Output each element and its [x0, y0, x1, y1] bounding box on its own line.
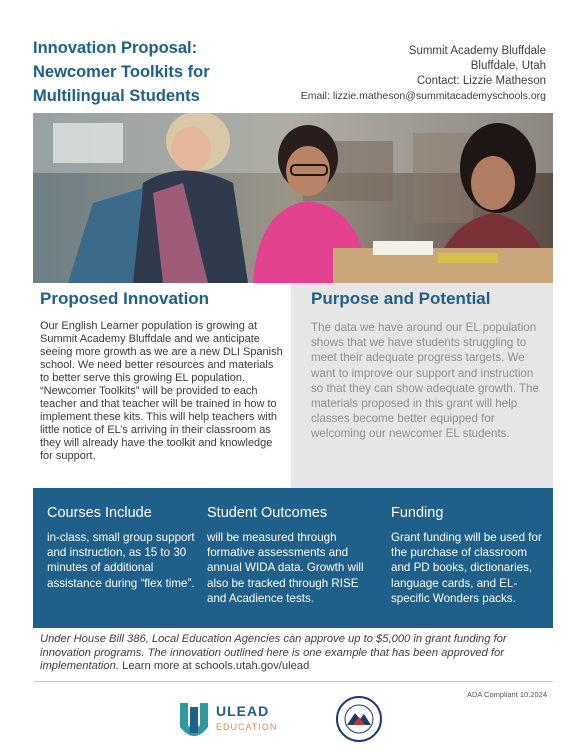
contact-block [301, 44, 546, 104]
summit-academy-seal-icon [335, 695, 383, 743]
footer-divider [33, 681, 553, 682]
proposed-innovation-section [33, 283, 291, 488]
ada-compliance-label: ADA Compliant 10.2024 [466, 690, 547, 699]
contact-email: Email: lizzie.matheson@summitacademyschools.org [300, 90, 546, 102]
learn-more-link[interactable]: Learn more at schools.utah.gov/ulead [122, 660, 310, 672]
purpose-potential-heading: Purpose and Potential [311, 289, 491, 308]
student-outcomes-block [207, 504, 377, 606]
house-bill-note: Under House Bill 386, Local Education Agencies can approve up to $5,000 in grant funding for innovation programs. The innovation outlined here is one example that has been approved for implementation. [40, 633, 507, 672]
ulead-wordmark: ULEAD [216, 703, 270, 719]
classroom-photo-illustration [33, 113, 553, 283]
contact-name: Contact: Lizzie Matheson [416, 75, 546, 87]
courses-include-body: in-class, small group support and instruction, as 15 to 30 minutes of additional assistance during “flex time”. [47, 531, 195, 590]
ulead-subtitle: EDUCATION [216, 722, 278, 732]
student-outcomes-body: will be measured through formative assessments and annual WIDA data. Growth will also be tracked through RISE and Acadience tests. [207, 531, 364, 605]
title-line-2: Newcomer Toolkits for [33, 63, 210, 81]
student-outcomes-heading: Student Outcomes [207, 505, 328, 521]
courses-include-heading: Courses Include [47, 505, 152, 521]
page-title [33, 36, 273, 108]
funding-body: Grant funding will be used for the purchase of classroom and PD books, dictionaries, language cards, and EL-specific Wonders packs. [391, 531, 542, 605]
title-line-1: Innovation Proposal: [33, 39, 198, 57]
ulead-logo-icon [178, 697, 210, 741]
school-city: Bluffdale, Utah [470, 60, 546, 72]
courses-include-block [47, 504, 195, 591]
school-name: Summit Academy Bluffdale [408, 45, 546, 57]
purpose-potential-section [291, 283, 553, 488]
classroom-photo [33, 113, 553, 283]
footer-note [40, 633, 550, 674]
title-line-3: Multilingual Students [33, 87, 200, 105]
proposed-innovation-heading: Proposed Innovation [40, 289, 210, 308]
proposed-innovation-body: Our English Learner population is growing at Summit Academy Bluffdale and we anticipate seeing more growth as we are a new DLI Spanish school. We need better resources and materials to better serve this growing EL population. “Newcomer Toolkits” will be provided to each teacher and that teacher will be trained in how to implement these kits. This will help teachers with little notice of EL’s arriving in their classroom as they will already have the toolkit and knowledge for support. [40, 320, 283, 462]
details-band [33, 488, 553, 628]
funding-heading: Funding [391, 505, 444, 521]
purpose-potential-body: The data we have around our EL population shows that we have students struggling to meet their adequate progress targets. We want to improve our support and instruction so that they can show adequate growth. The materials proposed in this grant will help classes become better equipped for welcoming our newcomer EL students. [311, 321, 539, 441]
funding-block [391, 504, 543, 606]
